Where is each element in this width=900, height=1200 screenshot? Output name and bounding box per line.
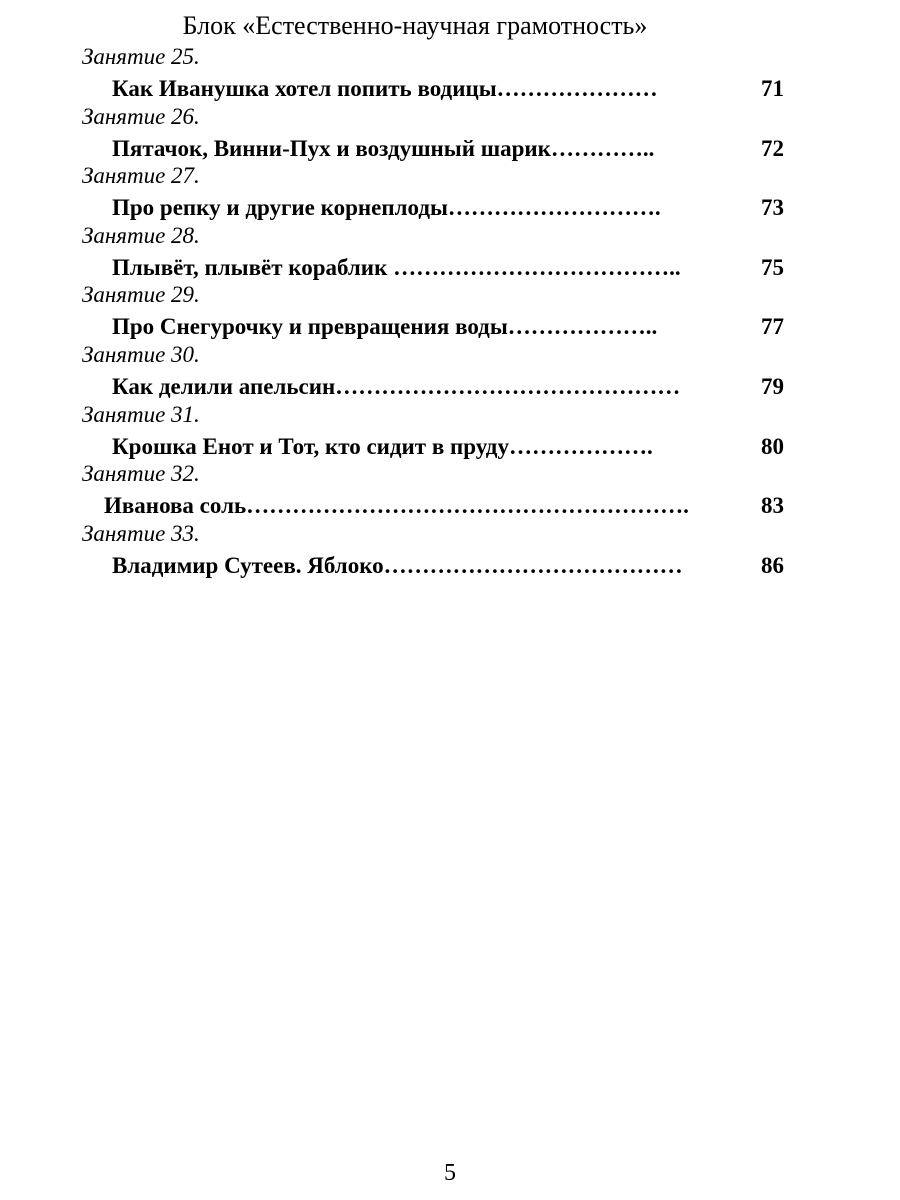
toc-entry-title: Пятачок, Винни-Пух и воздушный шарик………….. bbox=[112, 135, 655, 161]
toc-entry bbox=[112, 372, 792, 402]
toc-entry-title: Крошка Енот и Тот, кто сидит в пруду………………. bbox=[112, 433, 653, 459]
toc-lesson-30 bbox=[82, 342, 792, 402]
toc-entry-title: Владимир Сутеев. Яблоко………………………………… bbox=[112, 552, 683, 578]
block-title: Блок «Естественно-научная грамотность» bbox=[182, 11, 648, 40]
lesson-label: Занятие 26. bbox=[82, 103, 200, 129]
toc-entry-title: Как Иванушка хотел попить водицы………………… bbox=[112, 76, 658, 101]
toc-entry-title: Про репку и другие корнеплоды………………………. bbox=[112, 195, 661, 221]
lesson-label: Занятие 27. bbox=[82, 163, 200, 189]
toc-entry bbox=[104, 491, 792, 521]
toc-entry bbox=[112, 432, 792, 462]
lesson-label: Занятие 31. bbox=[82, 401, 200, 427]
toc-entry-title: Иванова соль…………………………………………………. bbox=[104, 493, 689, 519]
toc-entry-page: 86 bbox=[761, 552, 784, 578]
toc-entry-title: Про Снегурочку и превращения воды……………….. bbox=[112, 314, 658, 340]
toc-entry-title: Плывёт, плывёт кораблик ……………………………….. bbox=[112, 254, 681, 280]
toc-lesson-25 bbox=[82, 44, 792, 104]
toc-lesson-28 bbox=[82, 223, 792, 283]
toc-entry-page: 75 bbox=[761, 254, 784, 280]
page-number: 5 bbox=[444, 1160, 456, 1186]
toc-lesson-29 bbox=[82, 282, 792, 342]
lesson-label: Занятие 25. bbox=[82, 44, 200, 69]
toc-entry-page: 72 bbox=[761, 135, 784, 161]
toc-entry-page: 80 bbox=[761, 433, 784, 459]
toc-lesson-26 bbox=[82, 104, 792, 164]
toc-entry-page: 71 bbox=[761, 76, 784, 101]
lesson-label: Занятие 33. bbox=[82, 520, 200, 546]
toc-entry bbox=[112, 253, 792, 283]
toc-lesson-32 bbox=[82, 461, 792, 521]
lesson-label: Занятие 29. bbox=[82, 282, 200, 308]
toc-entry bbox=[112, 312, 792, 342]
toc-entry-page: 73 bbox=[761, 195, 784, 221]
lesson-label: Занятие 32. bbox=[82, 461, 200, 487]
toc-lesson-27 bbox=[82, 163, 792, 223]
toc-lesson-31 bbox=[82, 402, 792, 462]
toc-lesson-33 bbox=[82, 521, 792, 581]
toc-entry-page: 77 bbox=[761, 314, 784, 340]
toc-entry bbox=[112, 193, 792, 223]
toc-entry-page: 79 bbox=[761, 373, 784, 399]
toc-entry bbox=[112, 551, 792, 581]
table-of-contents bbox=[82, 44, 792, 580]
toc-entry bbox=[112, 74, 792, 104]
lesson-label: Занятие 28. bbox=[82, 222, 200, 248]
toc-entry bbox=[112, 134, 792, 164]
toc-entry-title: Как делили апельсин……………………………………… bbox=[112, 373, 681, 399]
lesson-label: Занятие 30. bbox=[82, 341, 200, 367]
toc-entry-page: 83 bbox=[761, 493, 784, 519]
